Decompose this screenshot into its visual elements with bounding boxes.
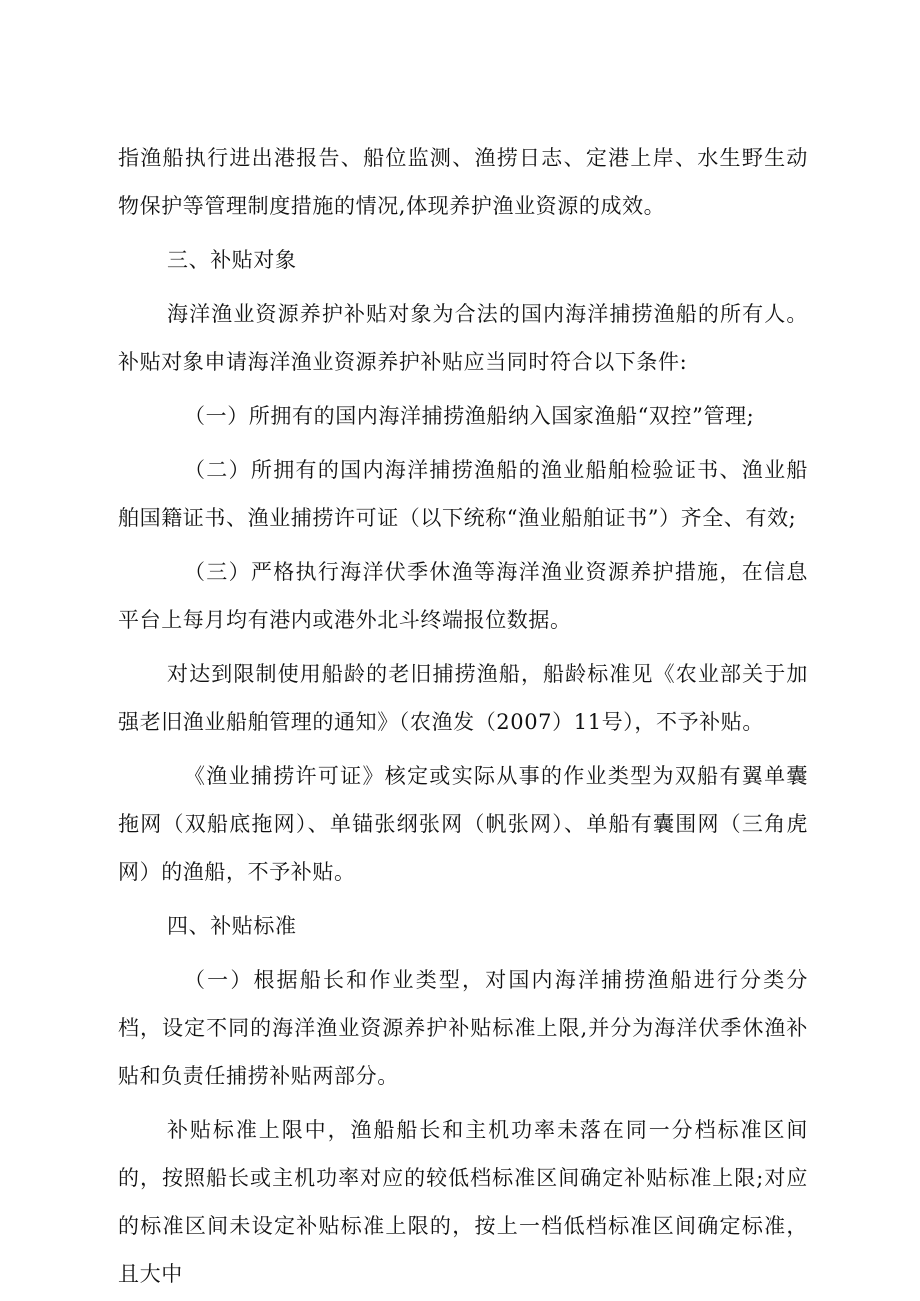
section-heading-subsidy-standard: 四、补贴标准	[167, 914, 297, 938]
paragraph-intro-continuation: 指渔船执行进出港报告、船位监测、渔捞日志、定港上岸、水生野生动物保护等管理制度措施的情况,体现养护渔业资源的成效。	[118, 146, 808, 218]
section-heading-subsidy-target: 三、补贴对象	[167, 248, 297, 272]
paragraph-gear-type-rule: 《渔业捕捞许可证》核定或实际从事的作业类型为双船有翼单囊拖网（双船底拖网）、单锚张纲张网（帆张网）、单船有囊围网（三角虎网）的渔船，不予补贴。	[118, 764, 808, 884]
paragraph-old-vessel-rule: 对达到限制使用船龄的老旧捕捞渔船，船龄标准见《农业部关于加强老旧渔业船舶管理的通知》（农渔发（2007）11号），不予补贴。	[118, 662, 808, 734]
document-body	[118, 134, 808, 1298]
paragraph-condition-two: （二）所拥有的国内海洋捕捞渔船的渔业船舶检验证书、渔业船舶国籍证书、渔业捕捞许可证（以下统称“渔业船舶证书”）齐全、有效;	[118, 458, 808, 530]
paragraph-subsidy-target: 海洋渔业资源养护补贴对象为合法的国内海洋捕捞渔船的所有人。补贴对象申请海洋渔业资源养护补贴应当同时符合以下条件:	[118, 302, 808, 374]
paragraph-condition-three: （三）严格执行海洋伏季休渔等海洋渔业资源养护措施，在信息平台上每月均有港内或港外北斗终端报位数据。	[118, 560, 808, 632]
paragraph-standard-detail: 补贴标准上限中，渔船船长和主机功率未落在同一分档标准区间的，按照船长或主机功率对应的较低档标准区间确定补贴标准上限;对应的标准区间未设定补贴标准上限的，按上一档低档标准区间确定标准，且大中	[118, 1118, 808, 1286]
paragraph-condition-one: （一）所拥有的国内海洋捕捞渔船纳入国家渔船“双控”管理;	[184, 404, 755, 428]
paragraph-standard-one: （一）根据船长和作业类型，对国内海洋捕捞渔船进行分类分档，设定不同的海洋渔业资源养护补贴标准上限,并分为海洋伏季休渔补贴和负责任捕捞补贴两部分。	[118, 968, 808, 1088]
